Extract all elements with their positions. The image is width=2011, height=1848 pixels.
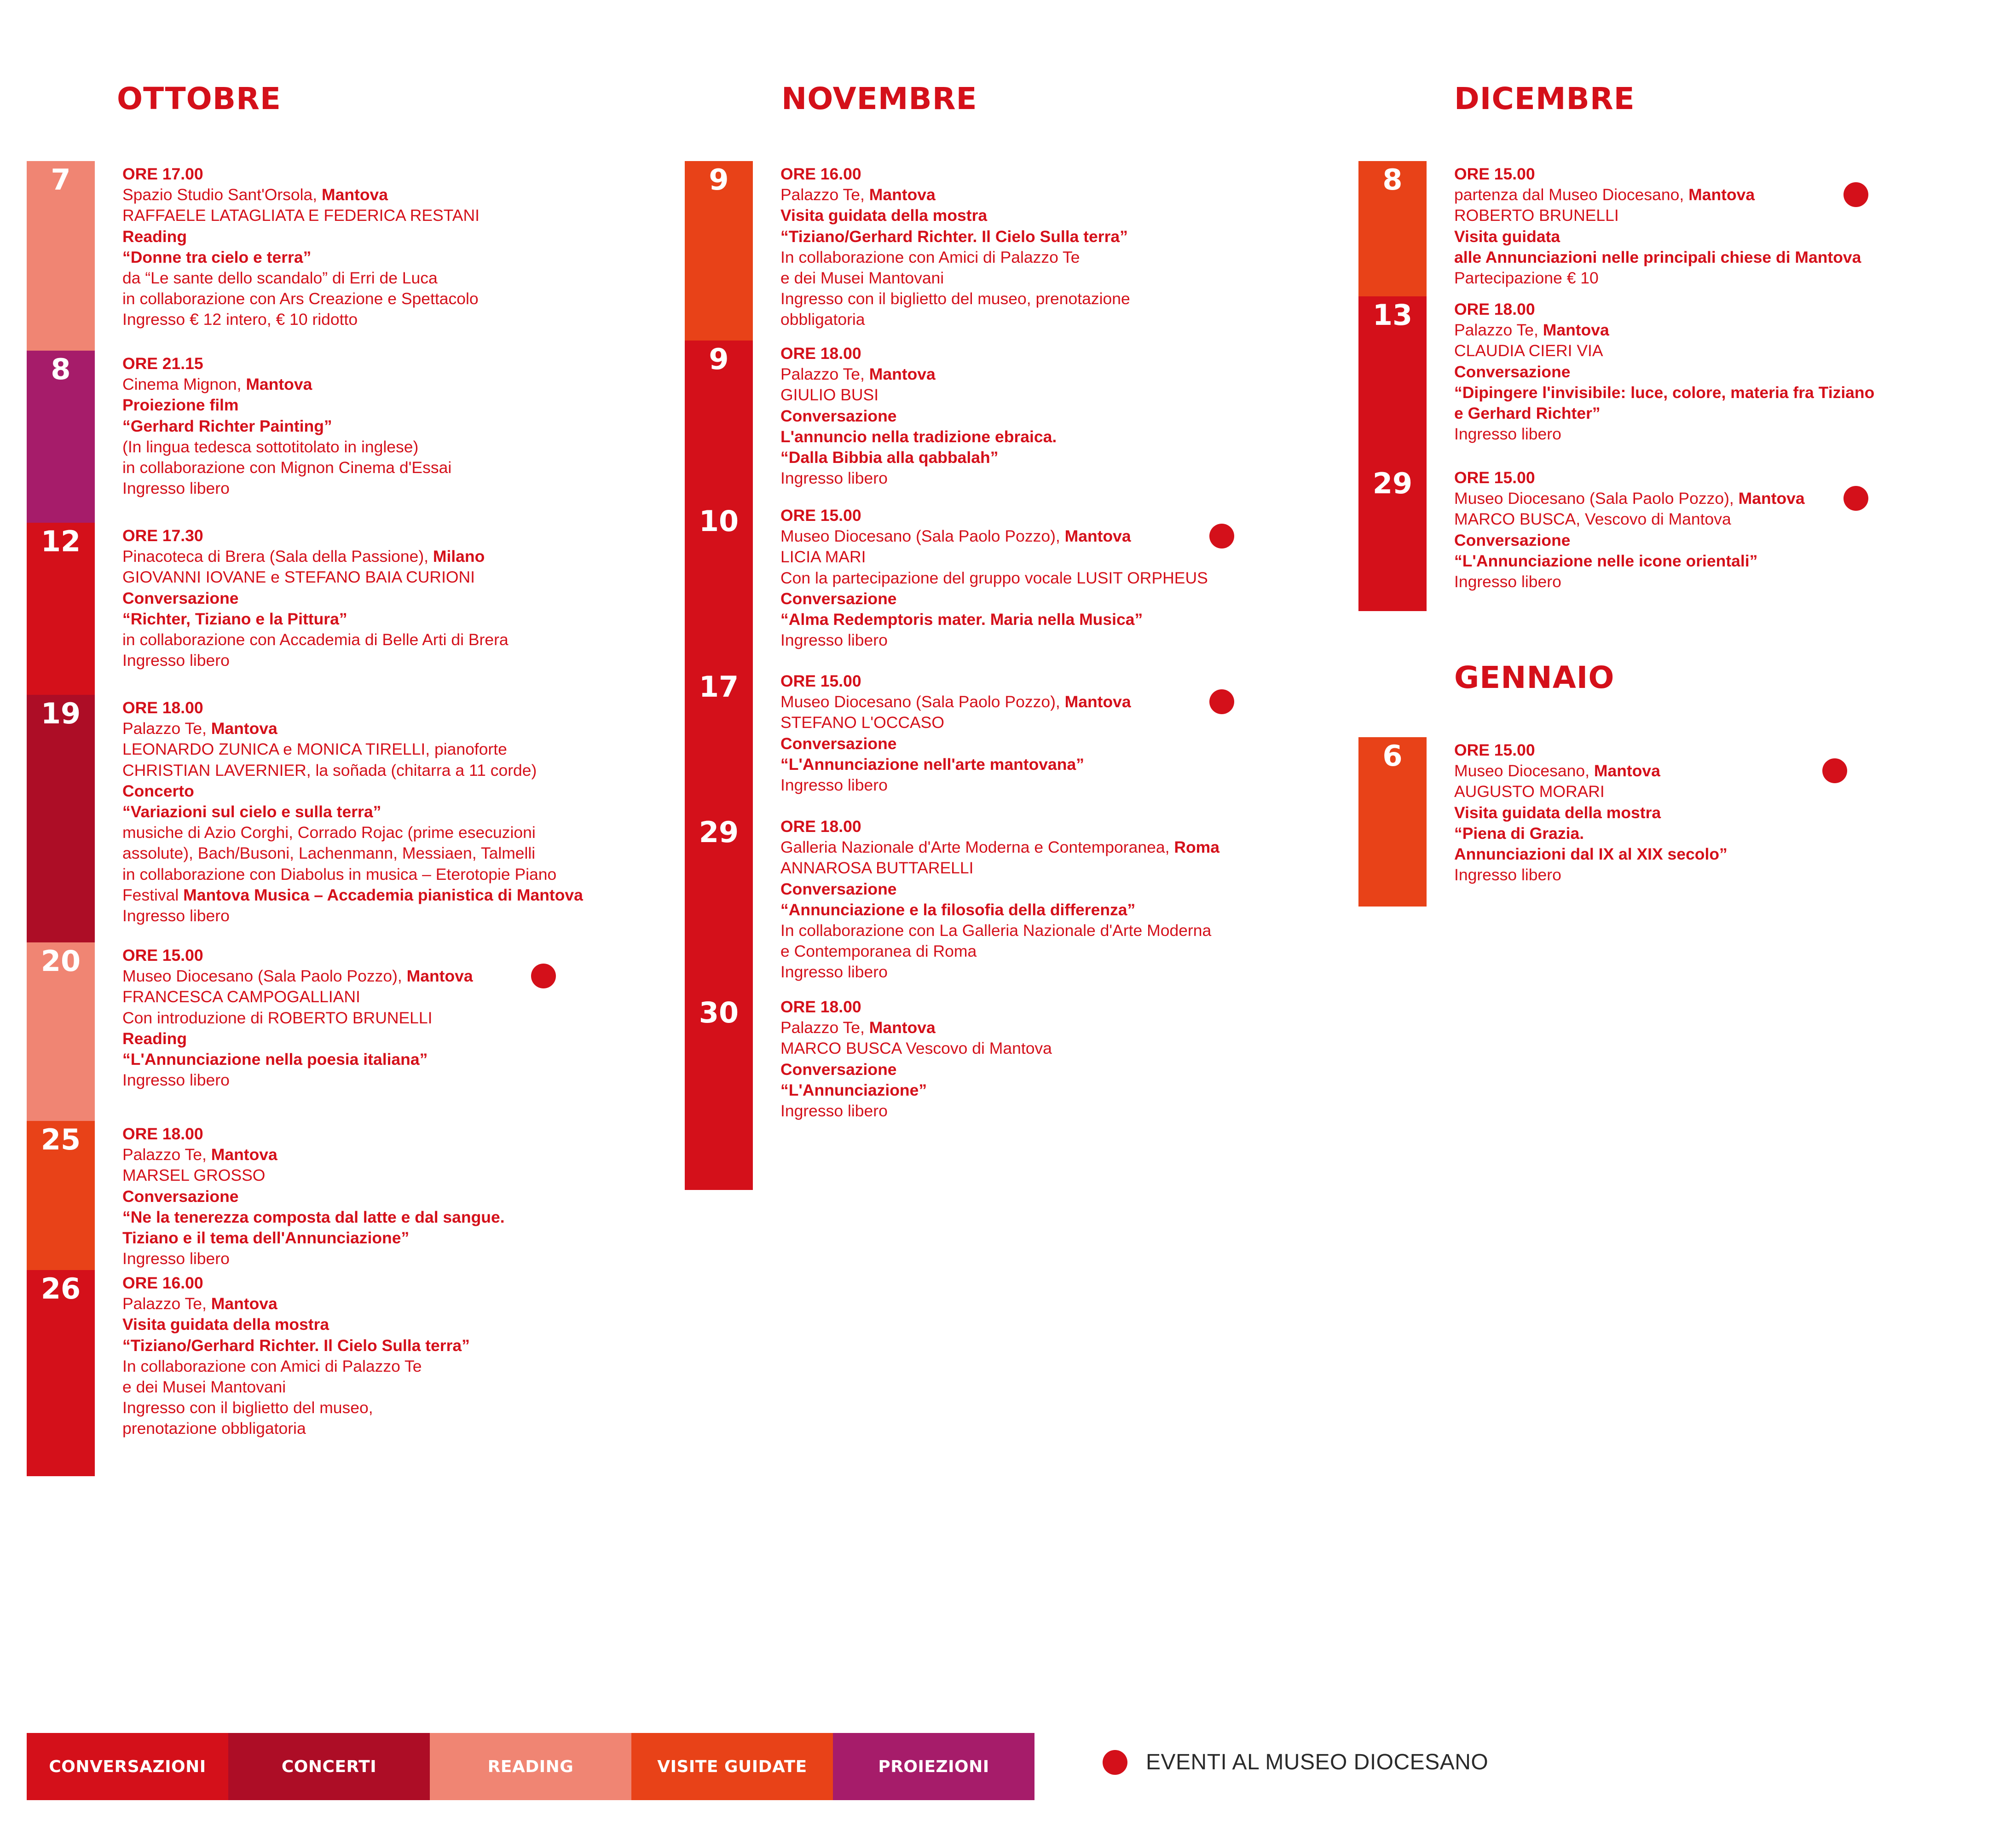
date-badge: 20 xyxy=(27,942,95,1121)
event-details xyxy=(780,671,1131,796)
event-line: in collaborazione con Accademia di Belle Arti di Brera xyxy=(122,630,509,649)
event-line: Partecipazione € 10 xyxy=(1454,269,1599,288)
date-badge: 6 xyxy=(1358,737,1427,907)
event-line: e Gerhard Richter” xyxy=(1454,404,1601,423)
legend-conversazioni: CONVERSAZIONI xyxy=(27,1733,228,1800)
event-line: in collaborazione con Diabolus in musica – Eterotopie Piano xyxy=(122,865,557,884)
event-line: Proiezione film xyxy=(122,396,239,415)
event-line: “Dalla Bibbia alla qabbalah” xyxy=(780,448,999,467)
event-line: Con la partecipazione del gruppo vocale LUSIT ORPHEUS xyxy=(780,568,1208,587)
event-line: “L'Annunciazione” xyxy=(780,1080,927,1099)
event-line: Spazio Studio Sant'Orsola, Mantova xyxy=(122,185,388,204)
date-badge: 9 xyxy=(685,161,753,341)
event-line: Conversazione xyxy=(780,1060,897,1079)
event-line: Ingresso libero xyxy=(1454,866,1561,884)
event-time: ORE 21.15 xyxy=(122,354,203,373)
date-badge: 12 xyxy=(27,523,95,695)
event-line: Ingresso libero xyxy=(780,776,888,795)
event-line: Conversazione xyxy=(780,406,897,425)
event-time: ORE 17.30 xyxy=(122,526,203,545)
event-line: obbligatoria xyxy=(780,310,865,329)
event-time: ORE 18.00 xyxy=(780,998,861,1016)
event-line: Ingresso libero xyxy=(1454,425,1561,444)
event-details xyxy=(780,505,1208,651)
event-details xyxy=(122,526,509,671)
event-line: e Contemporanea di Roma xyxy=(780,942,977,961)
event-time: ORE 18.00 xyxy=(780,344,861,363)
date-badge: 17 xyxy=(685,668,753,814)
event-details xyxy=(1454,164,1861,289)
event-line: Ingresso libero xyxy=(122,1071,230,1090)
event-line: Visita guidata della mostra xyxy=(780,206,988,225)
museo-dot-icon xyxy=(531,964,556,988)
event-line: “Variazioni sul cielo e sulla terra” xyxy=(122,803,381,821)
event-line: Ingresso € 12 intero, € 10 ridotto xyxy=(122,310,358,329)
museo-legend-label: EVENTI AL MUSEO DIOCESANO xyxy=(1146,1750,1489,1774)
museo-dot-icon xyxy=(1843,486,1868,511)
event-time: ORE 17.00 xyxy=(122,165,203,183)
event-details xyxy=(780,816,1219,983)
event-line: “Donne tra cielo e terra” xyxy=(122,248,312,266)
category-legend xyxy=(27,1733,1034,1800)
event-line: STEFANO L'OCCASO xyxy=(780,713,944,732)
event-line: “L'Annunciazione nell'arte mantovana” xyxy=(780,755,1084,774)
event-line: “L'Annunciazione nelle icone orientali” xyxy=(1454,551,1758,570)
event-line: “Tiziano/Gerhard Richter. Il Cielo Sulla terra” xyxy=(780,227,1128,246)
legend-visite-guidate: VISITE GUIDATE xyxy=(631,1733,833,1800)
event-time: ORE 18.00 xyxy=(780,817,861,836)
event-line: Conversazione xyxy=(780,879,897,898)
event-line: Palazzo Te, Mantova xyxy=(780,185,936,204)
event-line: Ingresso libero xyxy=(122,1249,230,1268)
date-badge: 7 xyxy=(27,161,95,351)
month-heading-ottobre: OTTOBRE xyxy=(117,81,281,116)
event-time: ORE 15.00 xyxy=(1454,165,1535,183)
event-line: Con introduzione di ROBERTO BRUNELLI xyxy=(122,1008,433,1027)
event-line: “Annunciazione e la filosofia della differenza” xyxy=(780,900,1136,919)
event-line: Pinacoteca di Brera (Sala della Passione), Milano xyxy=(122,547,485,566)
event-line: AUGUSTO MORARI xyxy=(1454,782,1605,801)
event-line: GIULIO BUSI xyxy=(780,386,879,404)
event-line: “Richter, Tiziano e la Pittura” xyxy=(122,609,347,628)
event-line: Reading xyxy=(122,1029,187,1048)
event-line: CHRISTIAN LAVERNIER, la soñada (chitarra a 11 corde) xyxy=(122,761,537,780)
event-line: Conversazione xyxy=(122,1187,239,1206)
event-line: L'annuncio nella tradizione ebraica. xyxy=(780,427,1057,446)
event-details xyxy=(122,945,473,1091)
event-line: in collaborazione con Ars Creazione e Spettacolo xyxy=(122,289,479,308)
event-line: Museo Diocesano (Sala Paolo Pozzo), Mantova xyxy=(122,967,473,986)
event-line: “Tiziano/Gerhard Richter. Il Cielo Sulla terra” xyxy=(122,1336,470,1355)
event-line: Cinema Mignon, Mantova xyxy=(122,375,312,394)
event-details xyxy=(1454,740,1728,885)
museo-legend xyxy=(1103,1750,1488,1775)
event-line: LICIA MARI xyxy=(780,548,866,566)
event-line: Palazzo Te, Mantova xyxy=(780,1018,936,1037)
date-badge: 8 xyxy=(27,351,95,523)
event-line: alle Annunciazioni nelle principali chiese di Mantova xyxy=(1454,248,1861,266)
museo-dot-icon xyxy=(1843,182,1868,207)
event-line: Palazzo Te, Mantova xyxy=(122,719,277,738)
event-details xyxy=(122,353,451,499)
event-details xyxy=(1454,468,1805,592)
legend-reading: READING xyxy=(430,1733,631,1800)
event-time: ORE 18.00 xyxy=(1454,300,1535,318)
event-line: e dei Musei Mantovani xyxy=(780,269,944,288)
event-line: in collaborazione con Mignon Cinema d'Essai xyxy=(122,458,452,477)
event-details xyxy=(780,343,1057,489)
date-badge: 19 xyxy=(27,695,95,942)
event-details xyxy=(122,164,480,330)
month-heading-novembre: NOVEMBRE xyxy=(781,81,977,116)
event-line: Museo Diocesano (Sala Paolo Pozzo), Mantova xyxy=(780,527,1131,546)
event-line: “Piena di Grazia. xyxy=(1454,824,1584,843)
event-line: Palazzo Te, Mantova xyxy=(780,365,936,384)
event-line: Conversazione xyxy=(1454,531,1571,549)
event-details xyxy=(122,1124,505,1269)
event-line: da “Le sante dello scandalo” di Erri de Luca xyxy=(122,269,438,288)
event-line: ANNAROSA BUTTARELLI xyxy=(780,859,974,878)
event-line: Concerto xyxy=(122,781,194,800)
event-line: Annunciazioni dal IX al XIX secolo” xyxy=(1454,845,1728,864)
event-line: Palazzo Te, Mantova xyxy=(122,1145,277,1164)
month-heading-gennaio: GENNAIO xyxy=(1454,660,1615,695)
event-line: Visita guidata della mostra xyxy=(122,1315,329,1334)
date-badge: 26 xyxy=(27,1270,95,1476)
event-line: Visita guidata della mostra xyxy=(1454,803,1661,822)
event-time: ORE 15.00 xyxy=(780,672,861,690)
event-line: Ingresso con il biglietto del museo, xyxy=(122,1398,373,1417)
event-line: Reading xyxy=(122,227,187,246)
event-details xyxy=(122,1273,470,1439)
legend-concerti: CONCERTI xyxy=(228,1733,430,1800)
event-details xyxy=(780,997,1052,1121)
event-line: CLAUDIA CIERI VIA xyxy=(1454,341,1603,360)
event-line: GIOVANNI IOVANE e STEFANO BAIA CURIONI xyxy=(122,568,475,587)
legend-proiezioni: PROIEZIONI xyxy=(833,1733,1034,1800)
event-line: Ingresso libero xyxy=(122,479,230,498)
date-badge: 10 xyxy=(685,502,753,668)
event-line: Conversazione xyxy=(1454,362,1571,381)
event-line: MARCO BUSCA, Vescovo di Mantova xyxy=(1454,510,1731,529)
event-line: partenza dal Museo Diocesano, Mantova xyxy=(1454,185,1755,204)
event-line: Conversazione xyxy=(122,589,239,607)
event-line: (In lingua tedesca sottotitolato in inglese) xyxy=(122,437,419,456)
event-time: ORE 15.00 xyxy=(122,946,203,964)
date-badge: 30 xyxy=(685,994,753,1190)
event-line: “L'Annunciazione nella poesia italiana” xyxy=(122,1050,428,1069)
event-line: Ingresso libero xyxy=(780,631,888,650)
date-badge: 8 xyxy=(1358,161,1427,296)
event-line: FRANCESCA CAMPOGALLIANI xyxy=(122,988,360,1006)
event-line: Ingresso libero xyxy=(780,1102,888,1120)
event-line: RAFFAELE LATAGLIATA E FEDERICA RESTANI xyxy=(122,206,480,225)
event-line: In collaborazione con La Galleria Nazionale d'Arte Moderna xyxy=(780,921,1212,940)
event-line: Ingresso libero xyxy=(1454,572,1561,591)
event-line: “Dipingere l'invisibile: luce, colore, materia fra Tiziano xyxy=(1454,383,1875,402)
museo-dot-icon xyxy=(1822,758,1847,783)
event-details xyxy=(122,698,583,926)
event-line: “Ne la tenerezza composta dal latte e dal sangue. xyxy=(122,1207,505,1226)
event-line: MARSEL GROSSO xyxy=(122,1166,266,1185)
date-badge: 29 xyxy=(685,814,753,994)
event-time: ORE 15.00 xyxy=(1454,468,1535,487)
event-line: musiche di Azio Corghi, Corrado Rojac (prime esecuzioni xyxy=(122,823,536,842)
event-time: ORE 15.00 xyxy=(780,506,861,525)
event-line: Ingresso con il biglietto del museo, prenotazione xyxy=(780,289,1130,308)
event-line: e dei Musei Mantovani xyxy=(122,1378,286,1397)
event-line: “Gerhard Richter Painting” xyxy=(122,416,332,435)
museo-dot-icon xyxy=(1209,524,1234,549)
event-time: ORE 16.00 xyxy=(780,165,861,183)
event-line: Museo Diocesano (Sala Paolo Pozzo), Mantova xyxy=(1454,489,1805,508)
event-time: ORE 18.00 xyxy=(122,699,203,717)
event-line: Museo Diocesano, Mantova xyxy=(1454,762,1660,780)
event-line: Conversazione xyxy=(780,589,897,608)
event-line: Ingresso libero xyxy=(780,469,888,488)
event-time: ORE 15.00 xyxy=(1454,741,1535,759)
event-line: In collaborazione con Amici di Palazzo Te xyxy=(780,248,1080,266)
event-line: assolute), Bach/Busoni, Lachenmann, Messiaen, Talmelli xyxy=(122,844,536,863)
event-line: “Alma Redemptoris mater. Maria nella Musica” xyxy=(780,610,1143,629)
museo-dot-icon xyxy=(1103,1750,1127,1775)
event-details xyxy=(780,164,1130,330)
museo-dot-icon xyxy=(1209,689,1234,714)
date-badge: 9 xyxy=(685,341,753,502)
event-line: Tiziano e il tema dell'Annunciazione” xyxy=(122,1229,410,1247)
event-line: MARCO BUSCA Vescovo di Mantova xyxy=(780,1039,1052,1058)
event-line: Palazzo Te, Mantova xyxy=(122,1294,277,1313)
event-time: ORE 18.00 xyxy=(122,1125,203,1143)
event-line: prenotazione obbligatoria xyxy=(122,1419,306,1438)
event-line: Visita guidata xyxy=(1454,227,1560,246)
date-badge: 29 xyxy=(1358,465,1427,611)
month-heading-dicembre: DICEMBRE xyxy=(1454,81,1635,116)
event-line: Festival Mantova Musica – Accademia pianistica di Mantova xyxy=(122,885,583,904)
event-line: ROBERTO BRUNELLI xyxy=(1454,206,1619,225)
event-line: Ingresso libero xyxy=(780,963,888,982)
date-badge: 25 xyxy=(27,1121,95,1270)
date-badge: 13 xyxy=(1358,296,1427,465)
event-line: Conversazione xyxy=(780,734,897,753)
event-line: In collaborazione con Amici di Palazzo Te xyxy=(122,1357,422,1375)
event-line: Museo Diocesano (Sala Paolo Pozzo), Mantova xyxy=(780,693,1131,711)
event-line: LEONARDO ZUNICA e MONICA TIRELLI, pianoforte xyxy=(122,740,507,759)
event-time: ORE 16.00 xyxy=(122,1274,203,1292)
event-details xyxy=(1454,299,1874,445)
event-line: Ingresso libero xyxy=(122,651,230,670)
event-line: Palazzo Te, Mantova xyxy=(1454,321,1609,340)
event-line: Ingresso libero xyxy=(122,907,230,925)
event-line: Galleria Nazionale d'Arte Moderna e Contemporanea, Roma xyxy=(780,838,1219,857)
